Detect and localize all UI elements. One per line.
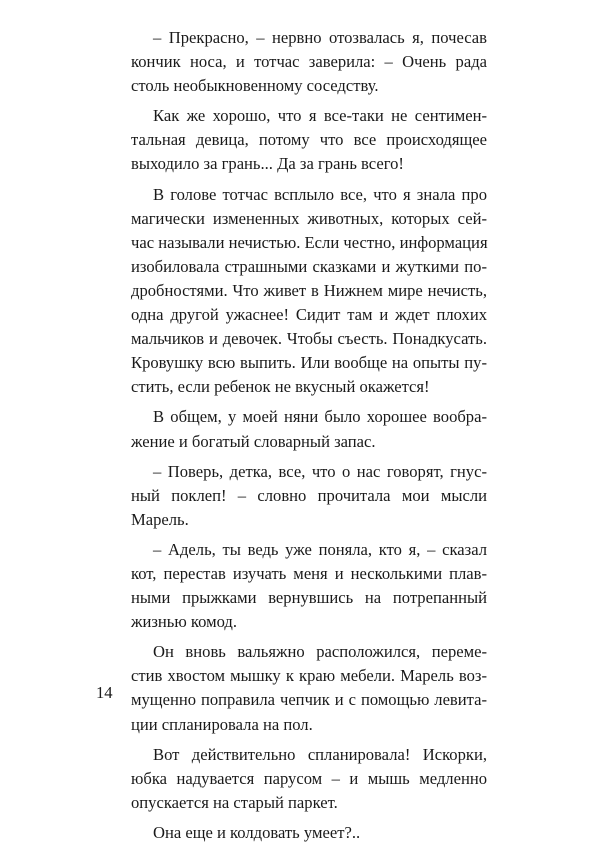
text-line: Как же хорошо, что я все-таки не сентимен- (153, 106, 487, 126)
text-line: ный поклеп! – словно прочитала мои мысли (131, 485, 487, 505)
paragraph (131, 26, 487, 98)
page-number: 14 (96, 683, 113, 702)
paragraph (131, 405, 487, 453)
text-line: – Поверь, детка, все, что о нас говорят, гнус- (153, 461, 487, 481)
text-line: час называли нечистью. Если честно, информация (131, 232, 488, 252)
text-line: стив хвостом мышку к краю мебели. Марель воз- (131, 666, 487, 686)
paragraph (131, 821, 487, 845)
text-line: – Адель, ты ведь уже поняла, кто я, – сказал (153, 539, 487, 559)
paragraph (131, 183, 487, 400)
text-line: В общем, у моей няни было хорошее вообра- (153, 407, 487, 427)
text-line: Она еще и колдовать умеет?.. (153, 822, 361, 842)
text-line: В голове тотчас всплыло все, что я знала про (153, 184, 487, 204)
text-line: Кровушку всю выпить. Или вообще на опыты пу- (131, 353, 487, 373)
text-line: изобиловала страшными сказками и жуткими по- (131, 256, 487, 276)
text-line: опускается на старый паркет. (131, 792, 338, 812)
text-line: кот, перестав изучать меня и несколькими плав- (131, 563, 487, 583)
text-line: тальная девица, потому что все происходящее (131, 130, 487, 150)
paragraph (131, 538, 487, 634)
paragraph (131, 104, 487, 176)
paragraph (131, 460, 487, 532)
text-line: мущенно поправила чепчик и с помощью левита- (131, 690, 487, 710)
text-line: одна другой ужаснее! Сидит там и ждет плохих (131, 305, 487, 325)
text-line: кончик носа, и тотчас заверила: – Очень рада (131, 52, 487, 72)
text-line: – Прекрасно, – нервно отозвалась я, почесав (153, 28, 487, 47)
text-line: Вот действительно спланировала! Искорки, (153, 744, 487, 764)
text-line: дробностями. Что живет в Нижнем мире нечисть, (131, 280, 487, 300)
text-line: ции спланировала на пол. (131, 714, 313, 734)
text-line: Марель. (131, 509, 189, 529)
paragraph (131, 743, 487, 815)
text-line: жизнью комод. (131, 612, 238, 632)
text-line: столь необыкновенному соседству. (131, 76, 379, 96)
text-line: мальчиков и девочек. Чтобы съесть. Понадкусать. (131, 329, 487, 349)
text-line: жение и богатый словарный запас. (131, 431, 376, 451)
text-line: стить, если ребенок не вкусный окажется! (131, 377, 430, 397)
text-line: юбка надувается парусом – и мышь медленно (131, 768, 487, 788)
paragraph (131, 640, 487, 736)
text-line: ными прыжками вернувшись на потрепанный (131, 588, 487, 608)
page-text (131, 26, 487, 845)
text-line: выходило за грань... Да за грань всего! (131, 154, 404, 174)
text-line: Он вновь вальяжно расположился, переме- (153, 642, 487, 662)
text-line: магически измененных животных, которых сей- (131, 208, 487, 228)
